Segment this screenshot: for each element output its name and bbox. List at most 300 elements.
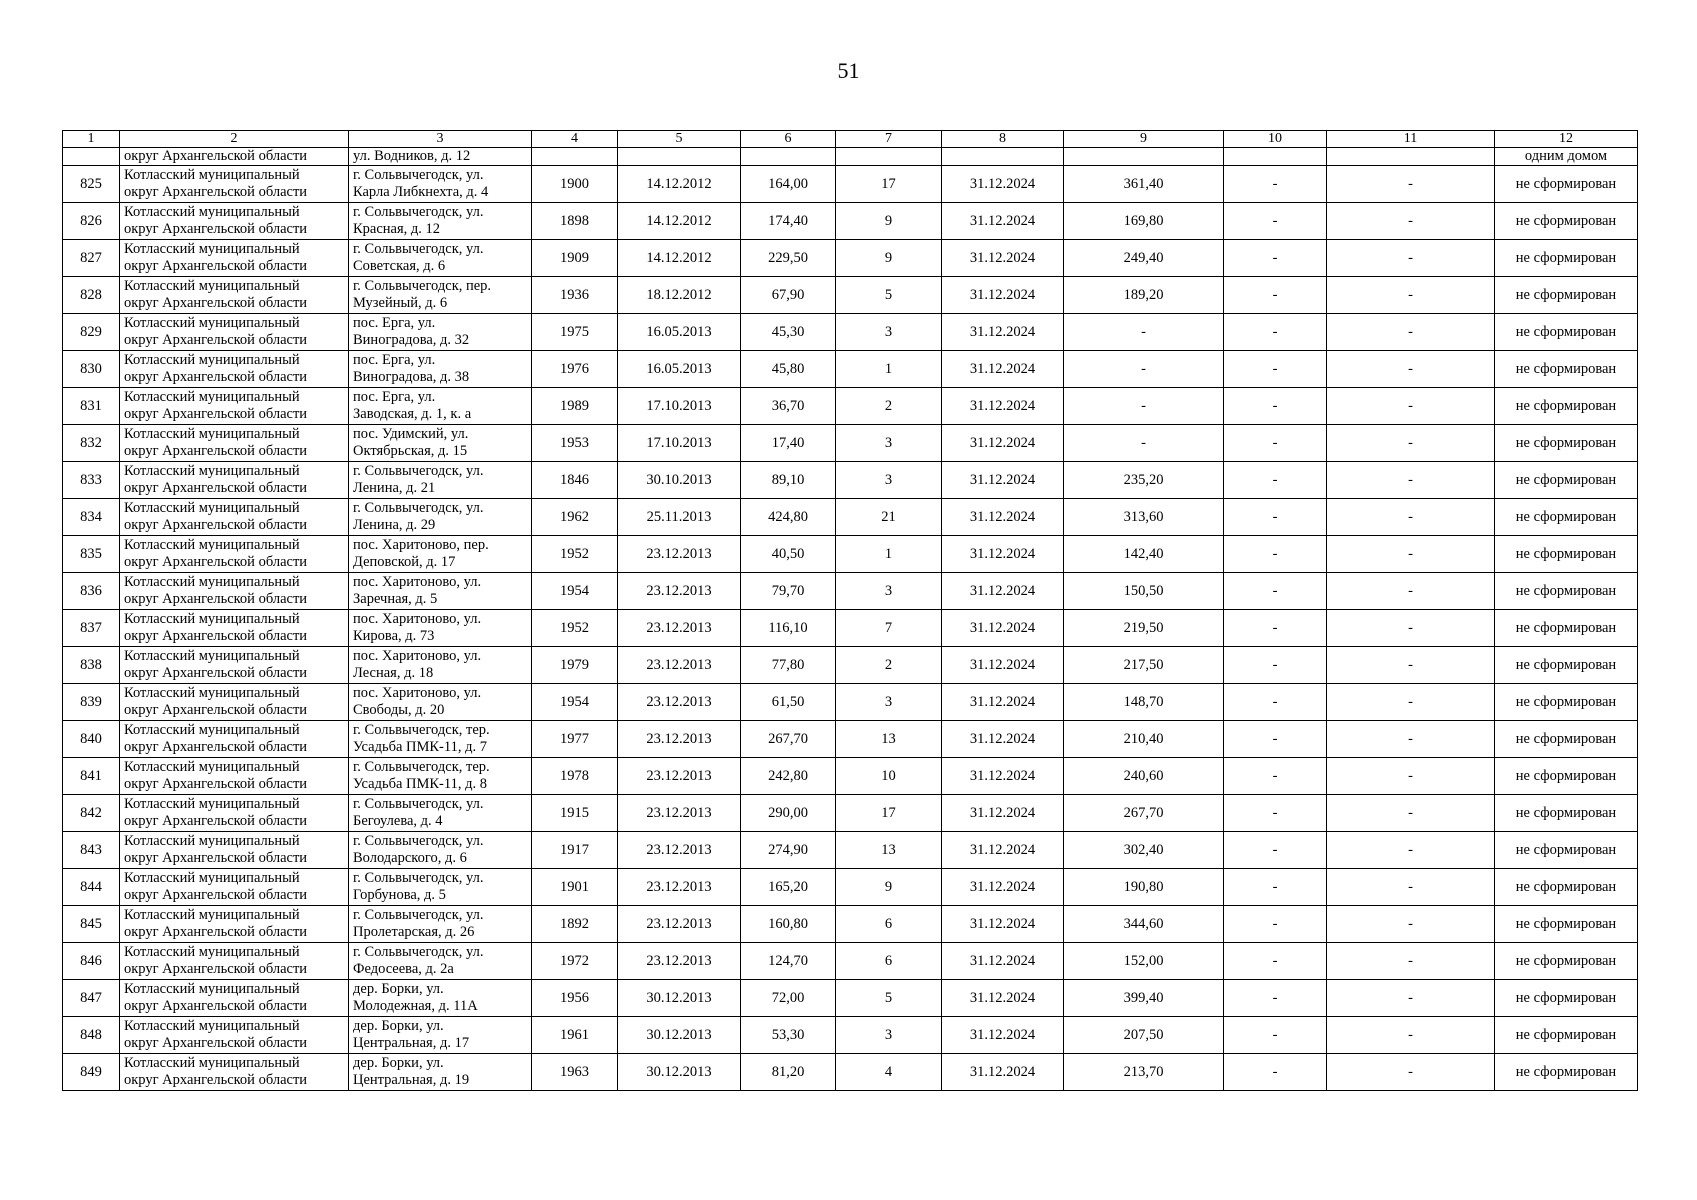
municipality-line-2: округ Архангельской области [124,702,308,718]
header-col-11: 11 [1327,131,1495,148]
residents-count: 9 [884,249,893,266]
cell-status [1495,499,1638,536]
cell-year [532,684,618,721]
construction-year: 1898 [560,212,589,229]
municipality-line-1: Котласский муниципальный [124,944,300,960]
cell-address [349,203,532,240]
cell-area [741,240,836,277]
col-11-value: - [1408,323,1413,340]
col-11-value: - [1408,841,1413,858]
col-11-value: - [1408,286,1413,303]
deadline-date: 31.12.2024 [969,656,1036,673]
cell-area-2 [1064,758,1224,795]
address-line-1: г. Сольвычегодск, ул. [353,167,484,183]
table-row [63,388,1638,425]
area-value: 116,10 [768,619,808,636]
row-number: 836 [80,582,102,599]
table-row [63,684,1638,721]
cell-date [618,610,741,647]
area-value: 242,80 [768,767,808,784]
address-line-1: дер. Борки, ул. [353,1018,444,1034]
address-line-1: пос. Ерга, ул. [353,389,436,405]
address-line-2: Виноградова, д. 32 [353,332,470,348]
col-11-value: - [1408,915,1413,932]
cell-people [836,240,942,277]
cell-area [741,795,836,832]
construction-year: 1901 [560,878,589,895]
cell-deadline [942,314,1064,351]
cell-empty [1224,148,1327,166]
address-line-2: Красная, д. 12 [353,221,441,237]
status-text: не сформирован [1515,360,1617,377]
col-11-value: - [1408,360,1413,377]
cell-municipality [120,277,349,314]
recognition-date: 23.12.2013 [646,841,712,858]
col-10-value: - [1272,804,1278,821]
cell-area [741,906,836,943]
address-line-2: Музейный, д. 6 [353,295,448,311]
cell-area [741,647,836,684]
municipality-line-1: Котласский муниципальный [124,907,300,923]
cell-year [532,573,618,610]
construction-year: 1989 [560,397,589,414]
cell-people [836,573,942,610]
address-line-1: г. Сольвычегодск, ул. [353,241,484,257]
address-line-1: дер. Борки, ул. [353,1055,444,1071]
municipality-line-1: Котласский муниципальный [124,426,300,442]
cell-col-10 [1224,388,1327,425]
cell-col-10 [1224,943,1327,980]
address-line-2: Ленина, д. 21 [353,480,436,496]
cell-deadline [942,943,1064,980]
area-value-2: 213,70 [1123,1063,1164,1080]
address-line-2: Карла Либкнехта, д. 4 [353,184,489,200]
area-value: 67,90 [771,286,805,303]
municipality-line-1: Котласский муниципальный [124,500,300,516]
cell-address [349,980,532,1017]
cell-municipality [120,351,349,388]
cell-year [532,610,618,647]
cell-col-11 [1327,943,1495,980]
municipality-line-1: Котласский муниципальный [124,1055,300,1071]
deadline-date: 31.12.2024 [969,249,1036,266]
row-number: 842 [80,804,102,821]
cell-year [532,388,618,425]
area-value: 229,50 [768,249,808,266]
residents-count: 3 [884,1026,893,1043]
construction-year: 1954 [560,582,589,599]
row-number: 828 [80,286,102,303]
col-10-value: - [1272,397,1278,414]
cell-col-10 [1224,795,1327,832]
cell-address [349,795,532,832]
cell-municipality [120,647,349,684]
cell-col-10 [1224,240,1327,277]
cell-deadline [942,203,1064,240]
cell-area [741,388,836,425]
col-10-value: - [1272,878,1278,895]
cell-people [836,758,942,795]
cell-status [1495,462,1638,499]
status-text: не сформирован [1515,249,1617,266]
municipality-line-2: округ Архангельской области [124,443,308,459]
table-row [63,277,1638,314]
area-value-2: 189,20 [1123,286,1164,303]
cell-col-10 [1224,869,1327,906]
row-number: 830 [80,360,102,377]
deadline-date: 31.12.2024 [969,804,1036,821]
table-row [63,943,1638,980]
cell-col-11 [1327,314,1495,351]
cell-year [532,425,618,462]
row-number: 847 [80,989,102,1006]
area-value: 40,50 [771,545,805,562]
area-value-2: 240,60 [1123,767,1164,784]
municipality-line-2: округ Архангельской области [124,961,308,977]
construction-year: 1979 [560,656,589,673]
address-line-2: Лесная, д. 18 [353,665,434,681]
deadline-date: 31.12.2024 [969,286,1036,303]
municipality-line-2: округ Архангельской области [124,776,308,792]
status-text: не сформирован [1515,952,1617,969]
recognition-date: 23.12.2013 [646,915,712,932]
cell-address [349,943,532,980]
row-number: 832 [80,434,102,451]
address-line-2: Усадьба ПМК-11, д. 7 [353,739,487,755]
cell-people [836,1054,942,1091]
cell-col-11 [1327,795,1495,832]
area-value: 61,50 [771,693,805,710]
municipality-line-2: округ Архангельской области [124,924,308,940]
address-line-1: пос. Харитоново, ул. [353,685,482,701]
cell-people [836,906,942,943]
col-11-value: - [1408,767,1413,784]
col-11-value: - [1408,989,1413,1006]
residents-count: 1 [884,360,893,377]
deadline-date: 31.12.2024 [969,397,1036,414]
col-11-value: - [1408,1063,1413,1080]
cell-year [532,462,618,499]
cell-date [618,499,741,536]
cell-area [741,499,836,536]
status-text: не сформирован [1515,841,1617,858]
cell-date [618,795,741,832]
status-text: не сформирован [1515,397,1617,414]
construction-year: 1917 [560,841,589,858]
header-col-4: 4 [532,131,618,148]
municipality-line-1: Котласский муниципальный [124,833,300,849]
cell-number [63,943,120,980]
recognition-date: 23.12.2013 [646,619,712,636]
cell-area [741,573,836,610]
cell-number [63,721,120,758]
cell-status [1495,166,1638,203]
cell-date [618,388,741,425]
col-11-value: - [1408,693,1413,710]
area-value: 160,80 [768,915,808,932]
cell-status [1495,314,1638,351]
col-10-value: - [1272,841,1278,858]
cell-col-11 [1327,462,1495,499]
address-line-2: Центральная, д. 19 [353,1072,470,1088]
construction-year: 1892 [560,915,589,932]
cell-number [63,388,120,425]
cell-municipality [120,166,349,203]
cell-address [349,240,532,277]
residents-count: 10 [881,767,896,784]
col-11-value: - [1408,175,1413,192]
recognition-date: 17.10.2013 [646,397,712,414]
row-number: 846 [80,952,102,969]
cell-deadline [942,1017,1064,1054]
cell-people [836,462,942,499]
cell-number [63,1017,120,1054]
cell-date [618,240,741,277]
construction-year: 1961 [560,1026,589,1043]
table-row [63,499,1638,536]
construction-year: 1972 [560,952,589,969]
cell-municipality [120,314,349,351]
construction-year: 1956 [560,989,589,1006]
cell-deadline [942,499,1064,536]
cell-date [618,980,741,1017]
cell-col-10 [1224,277,1327,314]
cell-address [349,721,532,758]
deadline-date: 31.12.2024 [969,508,1036,525]
residents-count: 5 [884,989,893,1006]
municipality-line-2: округ Архангельской области [124,480,308,496]
table-row [63,795,1638,832]
col-11-value: - [1408,434,1413,451]
cell-address [349,832,532,869]
cell-area [741,277,836,314]
cell-area-2 [1064,906,1224,943]
cell-date [618,203,741,240]
address-line-1: г. Сольвычегодск, ул. [353,204,484,220]
cell-col-10 [1224,906,1327,943]
cell-empty [1327,148,1495,166]
col-10-value: - [1272,989,1278,1006]
cell-status [1495,721,1638,758]
cell-deadline [942,462,1064,499]
cell-number [63,906,120,943]
municipality-line-1: Котласский муниципальный [124,278,300,294]
cell-deadline [942,388,1064,425]
cell-municipality [120,684,349,721]
area-value-2: 207,50 [1123,1026,1164,1043]
area-value: 274,90 [768,841,808,858]
cell-people [836,832,942,869]
cell-status [1495,240,1638,277]
header-col-6: 6 [741,131,836,148]
column-number-header [63,131,1638,148]
area-value: 267,70 [768,730,808,747]
cell-col-11 [1327,240,1495,277]
cell-status [1495,906,1638,943]
col-11-value: - [1408,878,1413,895]
area-value: 79,70 [771,582,805,599]
area-value-2: - [1141,360,1146,377]
col-11-value: - [1408,804,1413,821]
col-10-value: - [1272,286,1278,303]
residents-count: 2 [884,397,893,414]
cell-people [836,536,942,573]
cell-status [1495,610,1638,647]
cell-address [349,499,532,536]
table-row [63,203,1638,240]
cell-deadline [942,758,1064,795]
cell-year [532,1054,618,1091]
header-col-2: 2 [120,131,349,148]
address-line-2: Октябрьская, д. 15 [353,443,468,459]
cell-deadline [942,721,1064,758]
deadline-date: 31.12.2024 [969,878,1036,895]
cell-municipality [120,758,349,795]
cell-col-11 [1327,610,1495,647]
cell-year [532,758,618,795]
cell-status [1495,203,1638,240]
header-col-10: 10 [1224,131,1327,148]
cell-address [349,277,532,314]
table-row [63,647,1638,684]
cell-status [1495,647,1638,684]
deadline-date: 31.12.2024 [969,545,1036,562]
municipality-line-1: Котласский муниципальный [124,167,300,183]
cell-area [741,980,836,1017]
cell-col-11 [1327,721,1495,758]
col-10-value: - [1272,952,1278,969]
cell-col-10 [1224,832,1327,869]
deadline-date: 31.12.2024 [969,841,1036,858]
cell-area-2 [1064,980,1224,1017]
status-text: не сформирован [1515,1026,1617,1043]
cell-address [349,425,532,462]
cell-number [63,647,120,684]
cell-year [532,203,618,240]
construction-year: 1900 [560,175,589,192]
area-value-2: 399,40 [1123,989,1164,1006]
cell-area-2 [1064,388,1224,425]
area-value-2: 361,40 [1123,175,1164,192]
cell-area [741,425,836,462]
municipality-line-2: округ Архангельской области [124,1072,308,1088]
cell-col-10 [1224,758,1327,795]
cell-deadline [942,869,1064,906]
cell-address [349,906,532,943]
cell-empty [532,148,618,166]
status-text: не сформирован [1515,545,1617,562]
residents-count: 7 [884,619,893,636]
status-text: не сформирован [1515,471,1617,488]
header-col-5: 5 [618,131,741,148]
address-line-1: пос. Ерга, ул. [353,352,436,368]
deadline-date: 31.12.2024 [969,582,1036,599]
area-value-2: 217,50 [1123,656,1164,673]
table-row [63,1017,1638,1054]
cell-address [349,351,532,388]
address-line-1: г. Сольвычегодск, ул. [353,907,484,923]
construction-year: 1846 [560,471,589,488]
cell-status [1495,425,1638,462]
cell-area-2 [1064,425,1224,462]
row-number: 840 [80,730,102,747]
cell-people [836,388,942,425]
cell-date [618,536,741,573]
address-line-1: г. Сольвычегодск, ул. [353,870,484,886]
cell-municipality [120,795,349,832]
cell-deadline [942,647,1064,684]
col-10-value: - [1272,249,1278,266]
col-11-value: - [1408,656,1413,673]
col-10-value: - [1272,175,1278,192]
cell-status [1495,351,1638,388]
recognition-date: 23.12.2013 [646,952,712,969]
municipality-line-1: Котласский муниципальный [124,537,300,553]
address-line-2: Свободы, д. 20 [353,702,445,718]
cell-status: одним домом [1495,148,1638,166]
housing-registry-table [62,130,1638,1091]
municipality-line-2: округ Архангельской области [124,850,308,866]
cell-people [836,314,942,351]
address-line-2: Заречная, д. 5 [353,591,438,607]
col-10-value: - [1272,767,1278,784]
col-11-value: - [1408,212,1413,229]
cell-area-2 [1064,610,1224,647]
cell-status [1495,1054,1638,1091]
municipality-line-2: округ Архангельской области [124,591,308,607]
row-number: 826 [80,212,102,229]
residents-count: 13 [881,841,896,858]
deadline-date: 31.12.2024 [969,360,1036,377]
cell-area [741,832,836,869]
area-value-2: 142,40 [1123,545,1164,562]
cell-deadline [942,166,1064,203]
cell-address [349,536,532,573]
municipality-line-1: Котласский муниципальный [124,685,300,701]
address-line-1: г. Сольвычегодск, ул. [353,833,484,849]
cell-municipality [120,869,349,906]
col-11-value: - [1408,582,1413,599]
cell-year [532,943,618,980]
row-number: 831 [80,397,102,414]
area-value: 36,70 [771,397,805,414]
cell-deadline [942,573,1064,610]
address-line-2: Пролетарская, д. 26 [353,924,475,940]
row-number: 827 [80,249,102,266]
cell-date [618,869,741,906]
construction-year: 1963 [560,1063,589,1080]
municipality-line-2: округ Архангельской области [124,332,308,348]
municipality-line-2: округ Архангельской области [124,998,308,1014]
cell-people [836,795,942,832]
cell-people [836,869,942,906]
recognition-date: 23.12.2013 [646,878,712,895]
status-text: не сформирован [1515,582,1617,599]
col-10-value: - [1272,323,1278,340]
cell-status [1495,943,1638,980]
residents-count: 5 [884,286,893,303]
cell-date [618,758,741,795]
table-row [63,240,1638,277]
cell-municipality [120,203,349,240]
table-row [63,610,1638,647]
row-number: 845 [80,915,102,932]
cell-col-11 [1327,1017,1495,1054]
cell-number [63,684,120,721]
cell-col-10 [1224,314,1327,351]
cell-area [741,462,836,499]
recognition-date: 23.12.2013 [646,730,712,747]
